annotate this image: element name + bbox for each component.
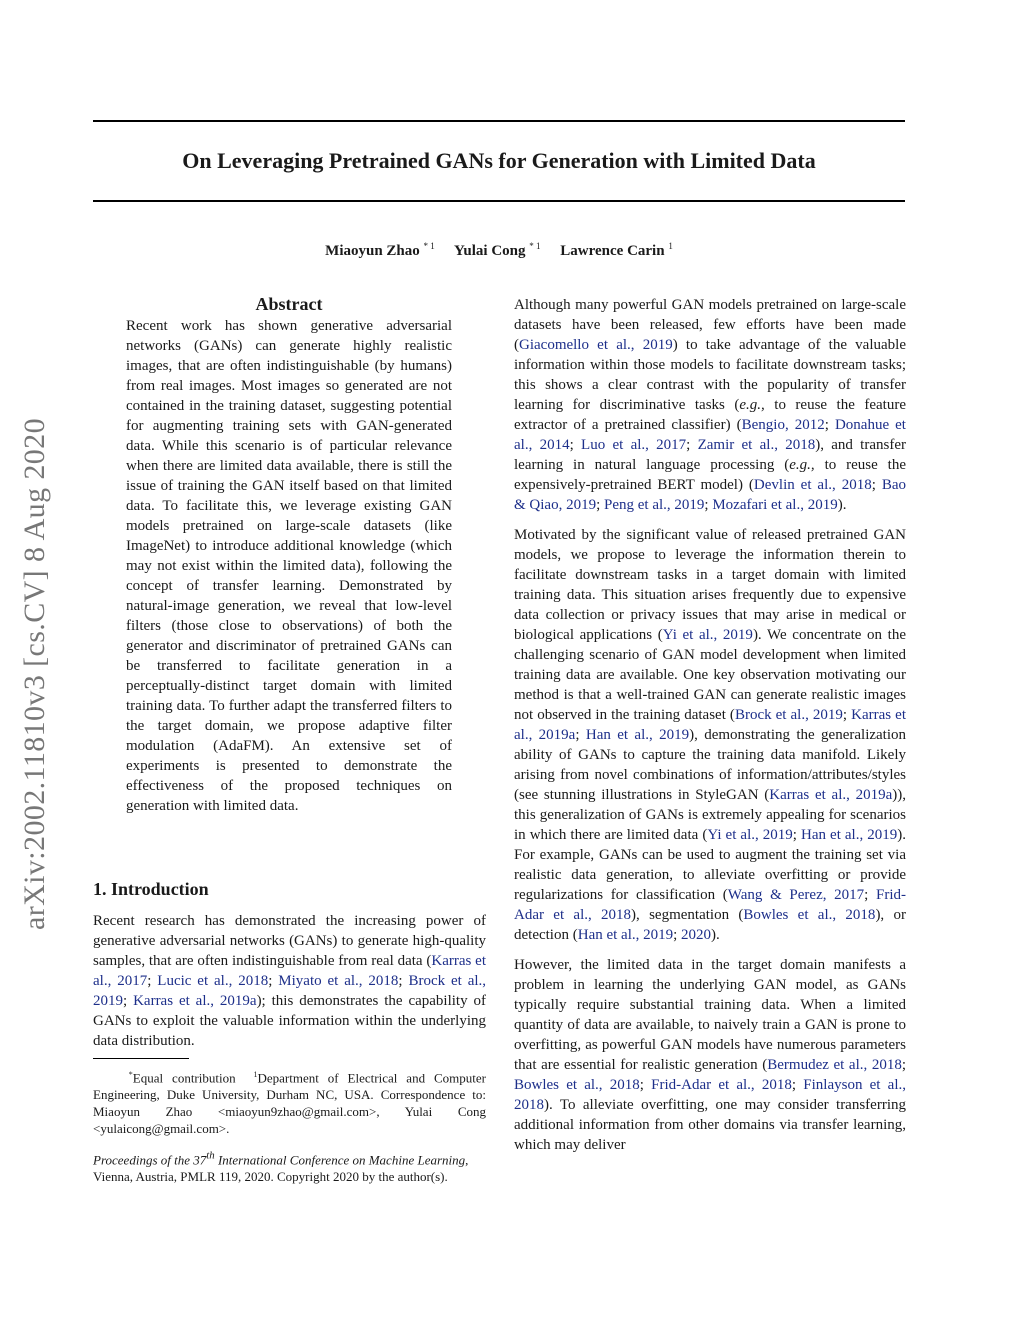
citation-link[interactable]: Yi et al., 2019 [662,627,753,643]
section-heading: 1. Introduction [93,879,209,899]
citation-link[interactable]: Devlin et al., 2018 [753,477,872,493]
citation-link[interactable]: Zamir et al., 2018 [697,437,816,453]
footnote-rule [93,1058,189,1059]
equal-contribution-note: Equal contribution [132,1070,236,1086]
body-paragraph: Although many powerful GAN models pretrained on large-scale datasets have been released, few efforts have been made (Giacomello et al., 2019) to take advantage of the valuable information within those models to facilitate downstream tasks; this shows a clear contrast with the popularity of transfer learning for discriminative tasks (e.g., to reuse the feature extractor of a pretrained classifier) (Bengio, 2012; Donahue et al., 2014; Luo et al., 2017; Zamir et al., 2018), and transfer learning in natural language processing (e.g., to reuse the expensively-pretrained BERT model) (Devlin et al., 2018; Bao & Qiao, 2019; Peng et al., 2019; Mozafari et al., 2019). [514,297,907,513]
citation-link[interactable]: Bengio, 2012 [741,417,825,433]
right-column [514,295,906,1155]
affiliation-note: Department of Electrical and Computer Engineering, Duke University, Durham NC, USA. Correspondence to: Miaoyun Zhao <miaoyun9zhao@gmail.com>, Yulai Cong <yulaicong@gmail.com>. [93,1070,487,1137]
citation-link[interactable]: Peng et al., 2019 [604,497,705,513]
proceedings-note: Proceedings of the 37th International Conference on Machine Learning, Vienna, Austria, PMLR 119, 2020. Copyright 2020 by the author(s). [93,1150,469,1185]
citation-link[interactable]: Karras et al., 2019a [133,993,257,1009]
author-marks: * 1 [423,241,435,251]
author-marks: * 1 [529,241,541,251]
author-line [93,236,905,261]
citation-link[interactable]: Bao & Qiao, 2019 [514,477,906,513]
citation-link[interactable]: Brock et al., 2019 [93,973,487,1009]
title-bottom-rule [93,200,905,202]
citation-link[interactable]: Giacomello et al., 2019 [519,337,673,353]
citation-link[interactable]: Luo et al., 2017 [581,437,687,453]
author-marks: 1 [668,241,673,251]
citation-link[interactable]: Wang & Perez, 2017 [727,887,865,903]
citation-link[interactable]: Han et al., 2019 [585,727,690,743]
footnote: *Equal contribution $^1$Department of Electrical and Computer Engineering, Duke University, Durham NC, USA. Correspondence to: Miaoyun Zhao <miaoyun9zhao@gmail.com>, Yulai Cong <yulaicong@gmail.com>. [93,1070,487,1137]
citation-link[interactable]: Han et al., 2019 [801,827,898,843]
citation-link[interactable]: Frid-Adar et al., 2018 [514,887,906,923]
citation-link[interactable]: Brock et al., 2019 [734,707,843,723]
citation-link[interactable]: Frid-Adar et al., 2018 [651,1077,792,1093]
citation-link[interactable]: Bermudez et al., 2018 [767,1057,902,1073]
intro-paragraph: Recent research has demonstrated the increasing power of generative adversarial networks (GANs) to generate high-quality samples, that are often indistinguishable from real data (Karras et al., 2017; Lucic et al., 2018; Miyato et al., 2018; Brock et al., 2019; Karras et al., 2019a); this demonstrates the capability of GANs to exploit the valuable information within the underlying data distribution. [93,913,487,1049]
author-name: Yulai Cong [453,243,526,259]
title-top-rule [93,120,905,122]
arxiv-identifier: arXiv:2002.11810v3 [cs.CV] 8 Aug 2020 [18,418,51,930]
citation-link[interactable]: Finlayson et al., 2018 [514,1077,906,1113]
citation-link[interactable]: Donahue et al., 2014 [514,417,906,453]
author-name: Lawrence Carin [560,243,665,259]
citation-link[interactable]: Yi et al., 2019 [707,827,793,843]
abstract-text: Recent work has shown generative adversarial networks (GANs) can generate highly realistic images, that are often indistinguishable (by humans) from real images. Most images so generated are not contained in the training dataset, suggesting potential for augmenting training sets with GAN-generated data. While this scenario is of particular relevance when there are limited data available, there is still the issue of training the GAN itself based on that limited data. To facilitate this, we leverage existing GAN models pretrained on large-scale datasets (like ImageNet) to introduce additional knowledge (which may not exist within the limited data), following the concept of transfer learning. Demonstrated by natural-image generation, we reveal that low-level filters (those close to observations) of both the generator and discriminator of pretrained GANs can be transferred to facilitate generation in a perceptually-distinct target domain with limited training data. To further adapt the transferred filters to the target domain, we propose adaptive filter modulation (AdaFM). An extensive set of experiments is presented to demonstrate the effectiveness of the proposed techniques on generation with limited data. [126,318,452,814]
body-paragraph: However, the limited data in the target domain manifests a problem in learning the underlying GAN model, as GANs typically require substantial training data. When a limited quantity of data are available, to naively train a GAN is prone to overfitting, as powerful GAN models have numerous parameters that are essential for realistic generation (Bermudez et al., 2018; Bowles et al., 2018; Frid-Adar et al., 2018; Finlayson et al., 2018). To alleviate overfitting, one may consider transferring additional information from other domains via transfer learning, which may deliver [514,957,906,1153]
citation-link[interactable]: 2020 [681,927,712,943]
citation-link[interactable]: Bowles et al., 2018 [743,907,876,923]
citation-link[interactable]: Lucic et al., 2018 [157,973,269,989]
citation-link[interactable]: Miyato et al., 2018 [278,973,399,989]
abstract-section [126,292,452,816]
author-name: Miaoyun Zhao [325,243,420,259]
citation-link[interactable]: Karras et al., 2019a [514,707,907,743]
citation-link[interactable]: Mozafari et al., 2019 [712,497,838,513]
body-paragraph: Motivated by the significant value of released pretrained GAN models, we propose to leverage the information therein to facilitate downstream tasks in a target domain with limited training data. This situation arises frequently due to expensive data collection or privacy issues that may arise in medical or biological applications (Yi et al., 2019). We concentrate on the challenging scenario of GAN model development when limited training data are available. One key observation motivating our method is that a well-trained GAN can generate realistic images not observed in the training dataset (Brock et al., 2019; Karras et al., 2019a; Han et al., 2019), demonstrating the generalization ability of GANs to capture the training data manifold. Likely arising from novel combinations of information/attributes/styles (see stunning illustrations in StyleGAN (Karras et al., 2019a)), this generalization of GANs is extremely appealing for scenarios in which there are limited data (Yi et al., 2019; Han et al., 2019). For example, GANs can be used to augment the training set via realistic data generation, to alleviate overfitting or provide regularizations for classification (Wang & Perez, 2017; Frid-Adar et al., 2018), segmentation (Bowles et al., 2018), or detection (Han et al., 2019; 2020). [514,527,907,943]
citation-link[interactable]: Bowles et al., 2018 [514,1077,640,1093]
paper-title: On Leveraging Pretrained GANs for Generation with Limited Data [182,148,816,173]
citation-link[interactable]: Karras et al., 2017 [93,953,486,989]
abstract-heading: Abstract [255,294,323,314]
citation-link[interactable]: Karras et al., 2019a [769,787,893,803]
citation-link[interactable]: Han et al., 2019 [577,927,674,943]
introduction-section [93,877,486,1051]
